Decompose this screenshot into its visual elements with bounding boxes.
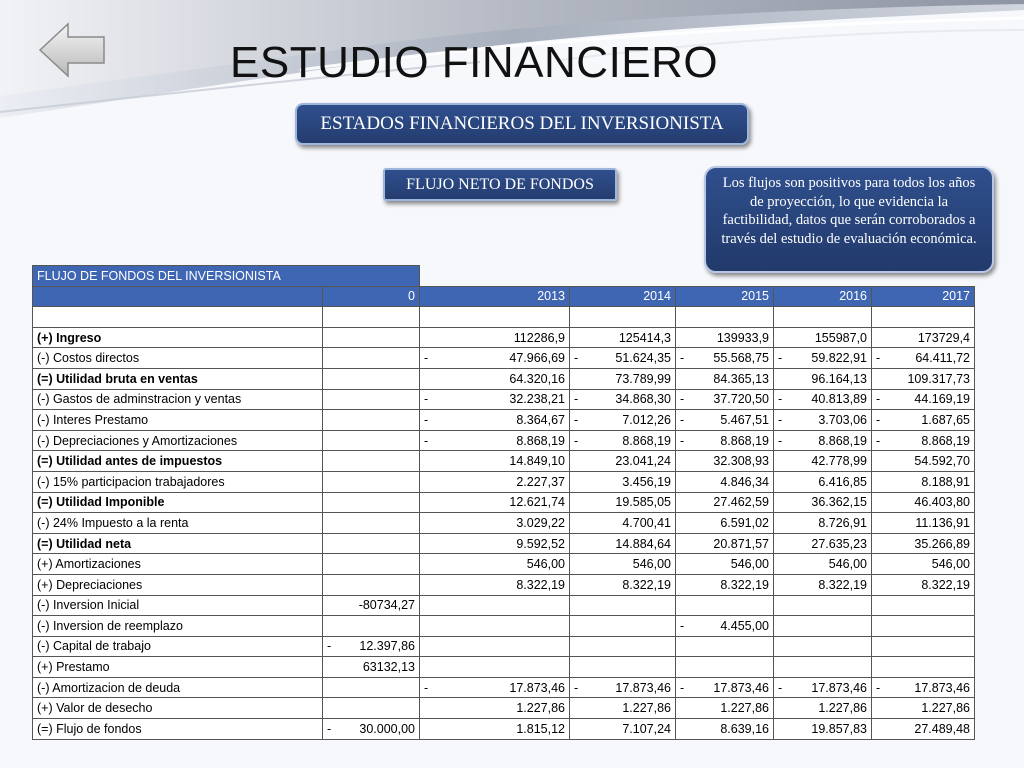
table-cell — [420, 430, 570, 451]
negative-sign: - — [327, 639, 332, 654]
negative-sign: - — [424, 412, 429, 427]
table-cell: 6.591,02 — [676, 513, 774, 534]
row-label: (-) 24% Impuesto a la renta — [33, 513, 323, 534]
cell-value: 17.873,46 — [914, 680, 970, 695]
cell-value: 30.000,00 — [359, 721, 415, 736]
table-cell — [323, 616, 420, 637]
table-cell — [774, 636, 872, 657]
table-cell: 3.456,19 — [570, 471, 676, 492]
row-label: (+) Ingreso — [33, 327, 323, 348]
negative-sign: - — [574, 433, 579, 448]
table-cell — [323, 348, 420, 369]
table-cell — [420, 595, 570, 616]
table-cell — [774, 657, 872, 678]
table-cell — [323, 719, 420, 740]
table-cell — [323, 698, 420, 719]
table-row — [33, 327, 975, 348]
table-cell: 1.815,12 — [420, 719, 570, 740]
cell-value: 3.703,06 — [818, 412, 867, 427]
row-label: (-) Inversion Inicial — [33, 595, 323, 616]
table-cell: 1.227,86 — [570, 698, 676, 719]
table-cell — [570, 410, 676, 431]
note-callout: Los flujos son positivos para todos los años de proyección, lo que evidencia la factibilidad, datos que serán corroborados a través del estudio de evaluación económica. — [704, 166, 994, 273]
negative-sign: - — [424, 351, 429, 366]
cell-value: 12.397,86 — [359, 639, 415, 654]
negative-sign: - — [778, 351, 783, 366]
table-cell: 84.365,13 — [676, 368, 774, 389]
negative-sign: - — [876, 412, 881, 427]
table-cell: 4.700,41 — [570, 513, 676, 534]
row-label: (-) Inversion de reemplazo — [33, 616, 323, 637]
table-cell — [323, 492, 420, 513]
table-cell — [774, 430, 872, 451]
table-cell — [676, 348, 774, 369]
table-cell — [420, 410, 570, 431]
negative-sign: - — [778, 392, 783, 407]
table-cell — [774, 389, 872, 410]
row-label: (=) Flujo de fondos — [33, 719, 323, 740]
spacer-row — [33, 307, 975, 328]
table-cell: 11.136,91 — [872, 513, 975, 534]
table-row — [33, 719, 975, 740]
table-cell — [323, 677, 420, 698]
table-cell: 12.621,74 — [420, 492, 570, 513]
cell-value: 17.873,46 — [811, 680, 867, 695]
cell-value: 59.822,91 — [811, 351, 867, 366]
table-cell: 63132,13 — [323, 657, 420, 678]
year-header: 2014 — [570, 286, 676, 307]
table-cell — [872, 389, 975, 410]
table-cell — [676, 389, 774, 410]
cell-value: 17.873,46 — [509, 680, 565, 695]
row-label: (+) Valor de desecho — [33, 698, 323, 719]
table-cell: 46.403,80 — [872, 492, 975, 513]
table-row — [33, 657, 975, 678]
row-label: (+) Prestamo — [33, 657, 323, 678]
row-label: (=) Utilidad neta — [33, 533, 323, 554]
table-cell — [420, 348, 570, 369]
table-cell — [323, 574, 420, 595]
table-row — [33, 471, 975, 492]
table-cell — [323, 636, 420, 657]
table-cell: 27.462,59 — [676, 492, 774, 513]
table-cell — [570, 657, 676, 678]
table-cell — [570, 616, 676, 637]
cell-value: 34.868,30 — [615, 392, 671, 407]
table-row — [33, 492, 975, 513]
cell-value: 51.624,35 — [615, 351, 671, 366]
table-cell — [774, 616, 872, 637]
cell-value: 8.868,19 — [516, 433, 565, 448]
negative-sign: - — [778, 680, 783, 695]
table-cell: 20.871,57 — [676, 533, 774, 554]
table-cell — [323, 389, 420, 410]
table-cell — [420, 657, 570, 678]
table-cell — [570, 389, 676, 410]
cell-value: 40.813,89 — [811, 392, 867, 407]
back-arrow-icon[interactable] — [36, 20, 108, 80]
negative-sign: - — [680, 680, 685, 695]
table-cell: 155987,0 — [774, 327, 872, 348]
table-row — [33, 348, 975, 369]
cell-value: 47.966,69 — [509, 351, 565, 366]
table-row — [33, 513, 975, 534]
table-cell: 125414,3 — [570, 327, 676, 348]
table-row — [33, 677, 975, 698]
table-cell: 96.164,13 — [774, 368, 872, 389]
table-cell: 8.322,19 — [570, 574, 676, 595]
table-cell — [774, 677, 872, 698]
table-cell: 14.849,10 — [420, 451, 570, 472]
table-cell — [420, 636, 570, 657]
table-row — [33, 451, 975, 472]
cell-value: 7.012,26 — [622, 412, 671, 427]
negative-sign: - — [574, 412, 579, 427]
negative-sign: - — [680, 392, 685, 407]
table-cell — [323, 471, 420, 492]
year-header-empty — [33, 286, 323, 307]
cell-value: 8.364,67 — [516, 412, 565, 427]
negative-sign: - — [327, 721, 332, 736]
year-header: 2015 — [676, 286, 774, 307]
cell-value: 44.169,19 — [914, 392, 970, 407]
table-cell: 14.884,64 — [570, 533, 676, 554]
table-cell: 139933,9 — [676, 327, 774, 348]
row-label: (-) Amortizacion de deuda — [33, 677, 323, 698]
table-cell — [323, 410, 420, 431]
cash-flow-table — [32, 265, 975, 740]
table-cell: 1.227,86 — [774, 698, 872, 719]
table-cell: 1.227,86 — [872, 698, 975, 719]
section-label: FLUJO NETO DE FONDOS — [383, 168, 617, 201]
table-cell — [676, 430, 774, 451]
row-label: (=) Utilidad Imponible — [33, 492, 323, 513]
slide-title: ESTUDIO FINANCIERO — [230, 38, 719, 87]
table-row — [33, 636, 975, 657]
table-cell: 73.789,99 — [570, 368, 676, 389]
negative-sign: - — [876, 433, 881, 448]
table-cell — [676, 616, 774, 637]
table-cell: 35.266,89 — [872, 533, 975, 554]
negative-sign: - — [424, 433, 429, 448]
table-row — [33, 410, 975, 431]
row-label: (+) Depreciaciones — [33, 574, 323, 595]
negative-sign: - — [424, 680, 429, 695]
row-label: (=) Utilidad bruta en ventas — [33, 368, 323, 389]
table-cell: 8.322,19 — [872, 574, 975, 595]
table-cell — [323, 554, 420, 575]
cell-value: 64.411,72 — [915, 351, 970, 366]
table-cell — [323, 533, 420, 554]
table-cell: 2.227,37 — [420, 471, 570, 492]
table-cell — [676, 636, 774, 657]
table-cell: 546,00 — [676, 554, 774, 575]
table-cell — [676, 677, 774, 698]
cell-value: 37.720,50 — [713, 392, 769, 407]
negative-sign: - — [876, 351, 881, 366]
table-cell: 64.320,16 — [420, 368, 570, 389]
table-cell: 36.362,15 — [774, 492, 872, 513]
negative-sign: - — [680, 433, 685, 448]
table-cell — [872, 595, 975, 616]
subtitle-banner: ESTADOS FINANCIEROS DEL INVERSIONISTA — [295, 103, 749, 145]
table-cell: 9.592,52 — [420, 533, 570, 554]
table-cell — [872, 616, 975, 637]
table-cell: 7.107,24 — [570, 719, 676, 740]
cell-value: 55.568,75 — [713, 351, 769, 366]
cell-value: 1.687,65 — [921, 412, 970, 427]
table-cell — [774, 595, 872, 616]
negative-sign: - — [876, 392, 881, 407]
row-label: (-) Gastos de adminstracion y ventas — [33, 389, 323, 410]
table-cell — [420, 677, 570, 698]
table-cell — [570, 430, 676, 451]
table-cell — [774, 348, 872, 369]
table-cell: 112286,9 — [420, 327, 570, 348]
row-label: (-) Costos directos — [33, 348, 323, 369]
table-cell — [676, 595, 774, 616]
table-cell: 546,00 — [872, 554, 975, 575]
row-label: (-) Depreciaciones y Amortizaciones — [33, 430, 323, 451]
negative-sign: - — [680, 351, 685, 366]
cell-value: 17.873,46 — [615, 680, 671, 695]
table-cell: 8.188,91 — [872, 471, 975, 492]
table-cell: 4.846,34 — [676, 471, 774, 492]
row-label: (+) Amortizaciones — [33, 554, 323, 575]
negative-sign: - — [424, 392, 429, 407]
table-row — [33, 389, 975, 410]
table-row — [33, 595, 975, 616]
table-cell: 173729,4 — [872, 327, 975, 348]
table-title: FLUJO DE FONDOS DEL INVERSIONISTA — [33, 266, 420, 287]
table-cell — [872, 348, 975, 369]
negative-sign: - — [680, 618, 685, 633]
table-cell: 19.857,83 — [774, 719, 872, 740]
negative-sign: - — [574, 392, 579, 407]
table-cell: 19.585,05 — [570, 492, 676, 513]
table-cell — [774, 410, 872, 431]
table-cell — [676, 410, 774, 431]
row-label: (=) Utilidad antes de impuestos — [33, 451, 323, 472]
table-cell — [420, 616, 570, 637]
negative-sign: - — [574, 680, 579, 695]
table-cell — [323, 368, 420, 389]
table-row — [33, 698, 975, 719]
table-cell: 42.778,99 — [774, 451, 872, 472]
table-cell: 546,00 — [420, 554, 570, 575]
table-row — [33, 616, 975, 637]
year-header: 2013 — [420, 286, 570, 307]
table-cell — [570, 595, 676, 616]
table-row — [33, 368, 975, 389]
year-header: 2016 — [774, 286, 872, 307]
table-cell — [570, 677, 676, 698]
cell-value: 8.868,19 — [622, 433, 671, 448]
table-cell: 546,00 — [570, 554, 676, 575]
table-cell — [323, 451, 420, 472]
table-cell: 8.726,91 — [774, 513, 872, 534]
table-cell: -80734,27 — [323, 595, 420, 616]
table-cell: 27.489,48 — [872, 719, 975, 740]
table-cell — [872, 677, 975, 698]
cell-value: 8.868,19 — [921, 433, 970, 448]
cell-value: 32.238,21 — [509, 392, 565, 407]
table-cell — [872, 410, 975, 431]
table-cell: 1.227,86 — [676, 698, 774, 719]
negative-sign: - — [778, 433, 783, 448]
table-cell: 8.322,19 — [676, 574, 774, 595]
negative-sign: - — [680, 412, 685, 427]
table-cell: 27.635,23 — [774, 533, 872, 554]
table-cell — [323, 430, 420, 451]
table-row — [33, 533, 975, 554]
negative-sign: - — [574, 351, 579, 366]
table-cell — [323, 513, 420, 534]
table-cell — [872, 636, 975, 657]
cell-value: 5.467,51 — [720, 412, 769, 427]
table-row — [33, 554, 975, 575]
cell-value: 17.873,46 — [713, 680, 769, 695]
cell-value: 4.455,00 — [720, 618, 769, 633]
table-cell: 1.227,86 — [420, 698, 570, 719]
table-row — [33, 430, 975, 451]
table-cell — [420, 389, 570, 410]
table-cell: 8.639,16 — [676, 719, 774, 740]
table-cell — [872, 657, 975, 678]
table-cell — [570, 636, 676, 657]
table-cell: 8.322,19 — [774, 574, 872, 595]
year-header: 0 — [323, 286, 420, 307]
table-cell: 6.416,85 — [774, 471, 872, 492]
table-cell — [323, 327, 420, 348]
row-label: (-) Interes Prestamo — [33, 410, 323, 431]
table-cell: 32.308,93 — [676, 451, 774, 472]
row-label: (-) 15% participacion trabajadores — [33, 471, 323, 492]
cell-value: 8.868,19 — [818, 433, 867, 448]
table-cell: 109.317,73 — [872, 368, 975, 389]
table-cell — [570, 348, 676, 369]
table-cell: 3.029,22 — [420, 513, 570, 534]
cell-value: 8.868,19 — [720, 433, 769, 448]
year-header: 2017 — [872, 286, 975, 307]
table-row — [33, 574, 975, 595]
table-cell: 23.041,24 — [570, 451, 676, 472]
row-label: (-) Capital de trabajo — [33, 636, 323, 657]
negative-sign: - — [876, 680, 881, 695]
table-cell: 54.592,70 — [872, 451, 975, 472]
table-cell — [676, 657, 774, 678]
table-cell: 8.322,19 — [420, 574, 570, 595]
table-cell — [872, 430, 975, 451]
negative-sign: - — [778, 412, 783, 427]
table-cell: 546,00 — [774, 554, 872, 575]
